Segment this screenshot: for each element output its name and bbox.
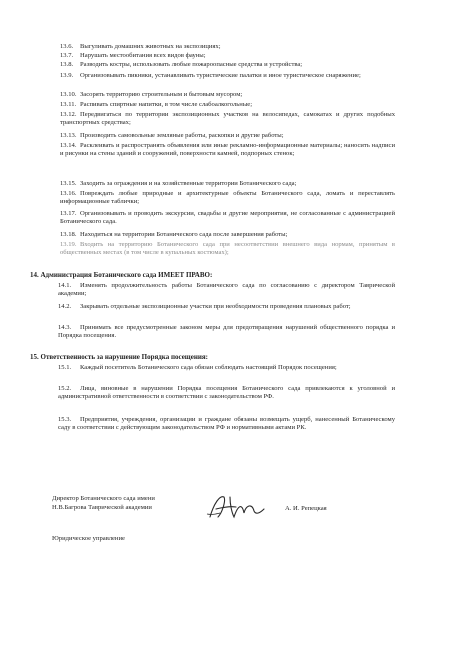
list-item [60, 142, 395, 158]
item-text: Предприятия, учреждения, организации и граждане обязаны возмещать ущерб, нанесенный Ботаническому саду в соответствии с действующим законодательством РФ и нормативными актами РК. [58, 416, 395, 432]
signatory-title-line: Н.В.Багрова Таврической академии [52, 503, 152, 511]
handwritten-signature [204, 491, 268, 523]
list-item [60, 111, 395, 127]
item-text: Распивать спиртные напитки, в том числе слабоалкогольные; [80, 101, 253, 108]
list-item [60, 231, 395, 239]
list-item [60, 241, 395, 257]
item-number: 13.6. [60, 43, 74, 50]
list-item [60, 72, 395, 80]
item-number: 13.9. [60, 72, 74, 79]
item-number: 13.18. [60, 231, 77, 238]
list-item [58, 364, 395, 372]
list-item [60, 132, 395, 140]
item-number: 13.7. [60, 52, 74, 59]
item-number: 15.1. [58, 364, 72, 371]
item-number: 13.12. [60, 111, 77, 118]
item-text: Заходить за ограждения и на хозяйственные территории Ботанического сада; [80, 180, 297, 187]
item-number: 13.8. [60, 61, 74, 68]
item-text: Расклеивать и распространять объявления или иные рекламно-информационные материалы; наносить надписи и рисунки на стены зданий и сооружений, поверхности камней, подпорных стенок; [60, 142, 395, 158]
item-text: Производить самовольные земляные работы, раскопки и другие работы; [80, 132, 284, 139]
department-footer: Юридическое управление [52, 535, 125, 542]
item-text: Нарушать местообитания всех видов фауны; [80, 52, 206, 59]
item-text: Принимать все предусмотренные законом меры для предотвращения нарушений общественного порядка и Порядка посещения. [58, 324, 395, 340]
item-text: Входить на территорию Ботанического сада при несоответствии внешнего вида нормам, принятым в общественных местах (в том числе в купальных костюмах); [60, 241, 395, 257]
item-number: 13.14. [60, 142, 77, 149]
item-text: Изменять продолжительность работы Ботанического сада по согласованию с директором Таврической академии; [58, 282, 395, 298]
section-heading: 14. Администрация Ботанического сада ИМЕЕТ ПРАВО: [30, 271, 213, 279]
item-number: 14.2. [58, 303, 72, 310]
item-number: 13.11. [60, 101, 77, 108]
item-text: Повреждать любые природные и архитектурные объекты Ботанического сада, ломать и переставлять информационные таблички; [60, 190, 395, 206]
item-number: 13.16. [60, 190, 77, 197]
item-number: 14.1. [58, 282, 72, 289]
list-item [60, 190, 395, 206]
signatory-title-line: Директор Ботанического сада имени [52, 495, 155, 502]
list-item [60, 52, 395, 60]
item-text: Организовывать пикники, устанавливать туристические палатки и иное туристическое снаряжение; [80, 72, 361, 79]
item-text: Выгуливать домашних животных на экспозициях; [80, 43, 221, 50]
signatory-title [52, 495, 155, 512]
list-item [60, 43, 395, 51]
item-number: 15.2. [58, 385, 72, 392]
list-item [60, 91, 395, 99]
item-text: Находиться на территории Ботанического сада после завершения работы; [80, 231, 288, 238]
signatory-name: А. И. Репецкая [285, 505, 327, 512]
item-number: 14.3. [58, 324, 72, 331]
list-item [58, 324, 395, 340]
item-number: 13.19. [60, 241, 77, 248]
item-number: 13.15. [60, 180, 77, 187]
section-heading: 15. Ответственность за нарушение Порядка посещения: [30, 353, 209, 361]
item-text: Каждый посетитель Ботанического сада обязан соблюдать настоящий Порядок посещения; [80, 364, 337, 371]
list-item [58, 282, 395, 298]
item-number: 15.3. [58, 416, 72, 423]
item-number: 13.10. [60, 91, 77, 98]
item-text: Организовывать и проводить экскурсии, свадьбы и другие мероприятия, не согласованные с администрацией Ботанического сада. [60, 210, 395, 226]
list-item [60, 61, 395, 69]
item-number: 13.13. [60, 132, 77, 139]
item-text: Разводить костры, использовать любые пожароопасные средства и устройства; [80, 61, 303, 68]
item-text: Лица, виновные в нарушении Порядка посещения Ботанического сада привлекаются к уголовной и административной ответственности в соответствии с законодательством РФ. [58, 385, 395, 401]
list-item [58, 303, 395, 311]
item-text: Засорять территорию строительным и бытовым мусором; [80, 91, 243, 98]
list-item [60, 180, 395, 188]
item-number: 13.17. [60, 210, 77, 217]
list-item [58, 385, 395, 401]
list-item [60, 101, 395, 109]
item-text: Закрывать отдельные экспозиционные участки при необходимости проведения плановых работ; [80, 303, 351, 310]
list-item [58, 416, 395, 432]
list-item [60, 210, 395, 226]
item-text: Передвигаться по территории экспозиционных участков на велосипедах, самокатах и других подобных транспортных средствах; [60, 111, 395, 127]
